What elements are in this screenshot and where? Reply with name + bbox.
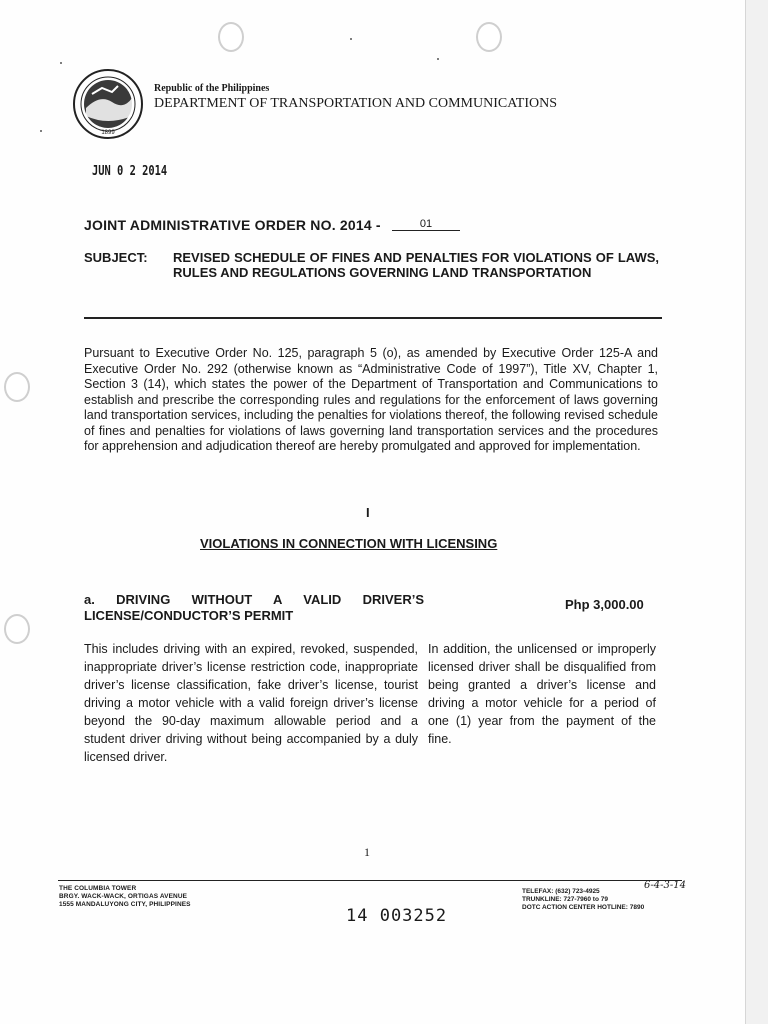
divider — [84, 317, 662, 319]
scan-speck — [60, 62, 62, 64]
subject-label: SUBJECT: — [84, 250, 148, 265]
footer-address-line: 1555 MANDALUYONG CITY, PHILIPPINES — [59, 901, 191, 908]
section-numeral: I — [366, 505, 370, 520]
footer-address-line: THE COLUMBIA TOWER — [59, 885, 137, 892]
scan-speck — [40, 130, 42, 132]
scan-margin — [745, 0, 768, 1024]
order-label: JOINT ADMINISTRATIVE ORDER NO. 2014 - — [84, 217, 381, 233]
violation-description: This includes driving with an expired, revoked, suspended, inappropriate driver’s license restriction code, inappropriate driver’s license classification, fake driver’s license, tourist driving a motor vehicle with a valid foreign driver’s license beyond the 90-day maximum allowable period and a student driver driving without being accompanied by a duly licensed driver. — [84, 642, 418, 764]
order-number: 01 — [392, 218, 460, 231]
scan-speck — [437, 58, 439, 60]
section-title: VIOLATIONS IN CONNECTION WITH LICENSING — [200, 536, 498, 551]
violation-fine: Php 3,000.00 — [565, 597, 644, 612]
punch-hole — [476, 22, 502, 52]
punch-hole — [4, 372, 30, 402]
page-number: 1 — [364, 845, 370, 859]
handwritten-note: 6-4-3-14 — [644, 880, 686, 891]
violation-penalty: In addition, the unlicensed or improperly licensed driver shall be disqualified from being granted a driver’s license and driving a motor vehicle for a period of one (1) year from the payment of the fine. — [428, 642, 656, 746]
footer-hotline: DOTC ACTION CENTER HOTLINE: 7890 — [522, 904, 645, 911]
subject-text: REVISED SCHEDULE OF FINES AND PENALTIES FOR VIOLATIONS OF LAWS, RULES AND REGULATIONS GOVERNING LAND TRANSPORTATION — [173, 250, 659, 280]
intro-paragraph: Pursuant to Executive Order No. 125, paragraph 5 (o), as amended by Executive Order 125-A and Executive Order No. 292 (otherwise known as “Administrative Code of 1997”), Title XV, Chapter 1, Section 3 (14), which states the power of the Department of Transportation and Communications to establish and prescribe the corresponding rules and regulations for the enforcement of laws governing land transportation services, including the penalties for violations thereof, the following revised schedule of fines and penalties for violations of laws governing land transportation services and the procedures for apprehension and adjudication thereof are hereby promulgated and approved for implementation. — [84, 346, 658, 453]
punch-hole — [218, 22, 244, 52]
issue-date: JUN 0 2 2014 — [92, 164, 168, 179]
footer-trunkline: TRUNKLINE: 727-7960 to 79 — [522, 896, 608, 903]
header-department: DEPARTMENT OF TRANSPORTATION AND COMMUNICATIONS — [154, 96, 557, 111]
footer-telefax: TELEFAX: (632) 723-4925 — [522, 888, 600, 895]
dotc-seal-icon — [72, 68, 144, 140]
violation-title: a. DRIVING WITHOUT A VALID DRIVER’S LICENSE/CONDUCTOR’S PERMIT — [84, 592, 424, 623]
footer-address — [59, 885, 191, 909]
header-republic: Republic of the Philippines — [154, 83, 270, 94]
svg-text:1899: 1899 — [101, 130, 115, 136]
punch-hole — [4, 614, 30, 644]
footer-contacts — [522, 888, 644, 912]
footer-address-line: BRGY. WACK-WACK, ORTIGAS AVENUE — [59, 893, 188, 900]
stamp-number: 14 003252 — [346, 906, 448, 926]
footer-divider — [58, 880, 682, 881]
scan-speck — [350, 38, 352, 40]
